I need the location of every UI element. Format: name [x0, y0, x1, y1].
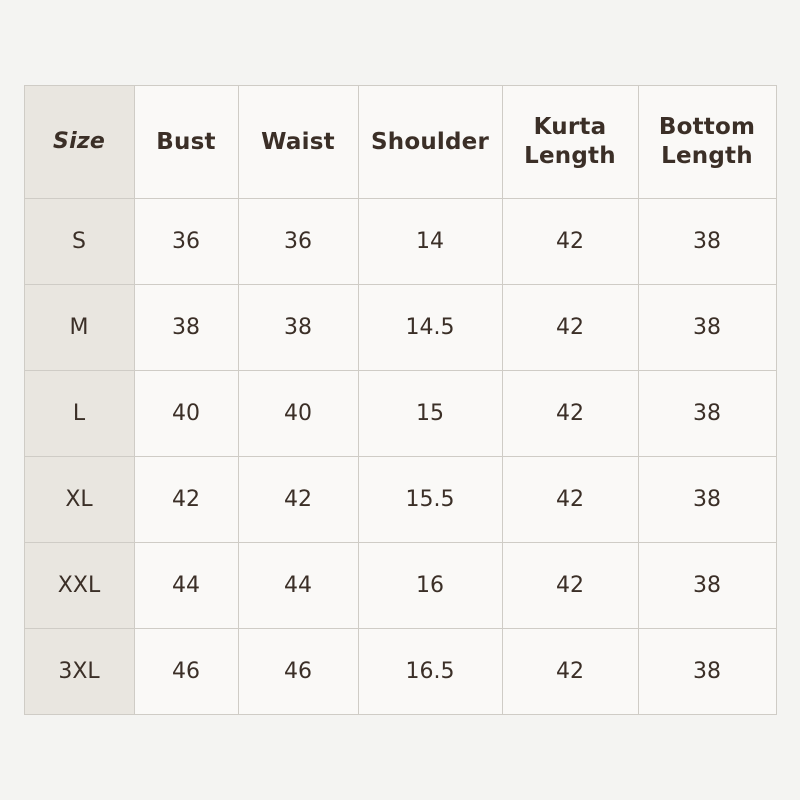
table-row — [24, 371, 776, 457]
cell-size: 3XL — [24, 629, 134, 715]
cell-size: L — [24, 371, 134, 457]
column-header-kurta-length — [502, 86, 638, 199]
cell-shoulder: 15 — [358, 371, 502, 457]
cell-kurta-length: 42 — [502, 199, 638, 285]
kurta-length-line-2: Length — [524, 143, 616, 169]
cell-waist: 46 — [238, 629, 358, 715]
cell-kurta-length: 42 — [502, 457, 638, 543]
cell-bust: 36 — [134, 199, 238, 285]
cell-size: M — [24, 285, 134, 371]
cell-waist: 38 — [238, 285, 358, 371]
column-header-size: Size — [24, 86, 134, 199]
cell-bust: 42 — [134, 457, 238, 543]
bottom-length-line-1: Bottom — [658, 114, 756, 141]
kurta-length-line-1: Kurta — [533, 114, 607, 141]
table-row — [24, 629, 776, 715]
cell-waist: 36 — [238, 199, 358, 285]
table-row — [24, 457, 776, 543]
cell-shoulder: 14 — [358, 199, 502, 285]
cell-size: S — [24, 199, 134, 285]
cell-kurta-length: 42 — [502, 543, 638, 629]
size-chart-table — [24, 85, 777, 715]
cell-bottom-length: 38 — [638, 199, 776, 285]
cell-kurta-length: 42 — [502, 629, 638, 715]
cell-shoulder: 14.5 — [358, 285, 502, 371]
column-header-waist: Waist — [238, 86, 358, 199]
cell-bust: 44 — [134, 543, 238, 629]
table-header — [24, 86, 776, 199]
cell-shoulder: 16 — [358, 543, 502, 629]
cell-waist: 44 — [238, 543, 358, 629]
table-body — [24, 199, 776, 715]
column-header-bust: Bust — [134, 86, 238, 199]
cell-waist: 40 — [238, 371, 358, 457]
cell-shoulder: 16.5 — [358, 629, 502, 715]
column-header-bottom-length — [638, 86, 776, 199]
cell-bottom-length: 38 — [638, 457, 776, 543]
cell-bottom-length: 38 — [638, 629, 776, 715]
cell-bust: 38 — [134, 285, 238, 371]
cell-bust: 46 — [134, 629, 238, 715]
table-row — [24, 199, 776, 285]
cell-shoulder: 15.5 — [358, 457, 502, 543]
column-header-shoulder: Shoulder — [358, 86, 502, 199]
cell-bottom-length: 38 — [638, 371, 776, 457]
table-row — [24, 543, 776, 629]
cell-bottom-length: 38 — [638, 285, 776, 371]
cell-kurta-length: 42 — [502, 371, 638, 457]
header-row — [24, 86, 776, 199]
cell-size: XL — [24, 457, 134, 543]
cell-kurta-length: 42 — [502, 285, 638, 371]
cell-size: XXL — [24, 543, 134, 629]
cell-waist: 42 — [238, 457, 358, 543]
bottom-length-line-2: Length — [661, 143, 753, 169]
cell-bottom-length: 38 — [638, 543, 776, 629]
cell-bust: 40 — [134, 371, 238, 457]
table-row — [24, 285, 776, 371]
